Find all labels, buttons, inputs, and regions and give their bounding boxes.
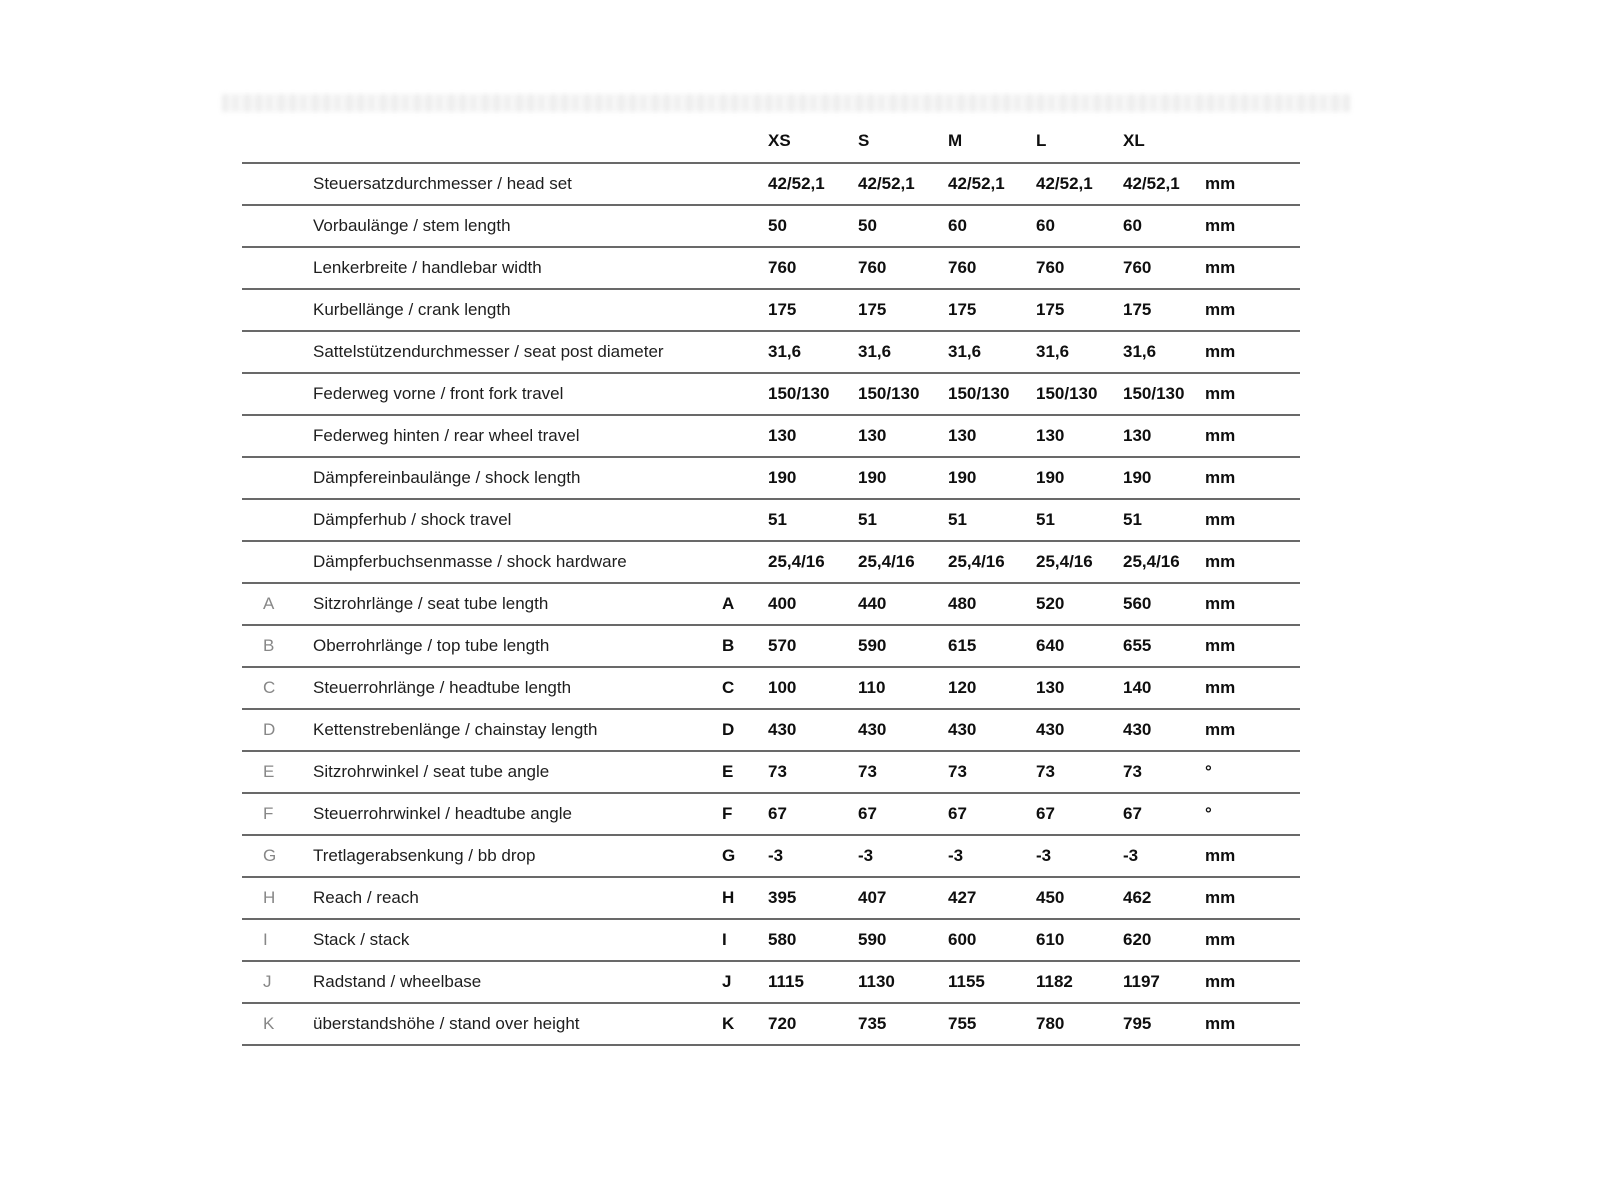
spec-row [242, 498, 1300, 540]
row-value-xs: 73 [768, 762, 787, 781]
spec-row [242, 330, 1300, 372]
row-value-xs: -3 [768, 846, 784, 865]
row-value-l: 73 [1036, 762, 1055, 781]
row-value-l: 67 [1036, 804, 1055, 823]
spec-row [242, 162, 1300, 204]
row-value-s: -3 [858, 846, 874, 865]
row-letter-key-left: D [263, 720, 276, 739]
size-header-xs: XS [768, 131, 791, 150]
row-value-l: 640 [1036, 636, 1065, 655]
row-value-m: 25,4/16 [948, 552, 1005, 571]
size-header-m: M [948, 131, 963, 150]
row-label: Dämpferbuchsenmasse / shock hardware [313, 552, 627, 571]
geometry-spec-table [242, 120, 1300, 1046]
row-label: Lenkerbreite / handlebar width [313, 258, 542, 277]
row-value-xl: -3 [1123, 846, 1139, 865]
row-value-xl: 42/52,1 [1123, 174, 1180, 193]
row-value-s: 42/52,1 [858, 174, 915, 193]
spec-row [242, 456, 1300, 498]
row-value-xs: 720 [768, 1014, 797, 1033]
row-value-m: 760 [948, 258, 977, 277]
row-value-l: 130 [1036, 426, 1065, 445]
row-value-s: 1130 [858, 972, 895, 991]
row-value-xl: 560 [1123, 594, 1152, 613]
row-letter-key-inner: H [722, 888, 735, 907]
row-value-l: 51 [1036, 510, 1055, 529]
row-unit: mm [1205, 678, 1236, 697]
row-value-s: 73 [858, 762, 877, 781]
row-value-l: 60 [1036, 216, 1055, 235]
row-value-s: 50 [858, 216, 877, 235]
row-letter-key-left: E [263, 762, 275, 781]
spec-row [242, 288, 1300, 330]
row-value-m: 60 [948, 216, 967, 235]
spec-row [242, 414, 1300, 456]
row-value-xs: 100 [768, 678, 797, 697]
row-value-xs: 25,4/16 [768, 552, 825, 571]
row-value-s: 760 [858, 258, 887, 277]
row-unit: mm [1205, 930, 1236, 949]
row-value-xs: 150/130 [768, 384, 830, 403]
row-value-m: 175 [948, 300, 977, 319]
row-label: Federweg vorne / front fork travel [313, 384, 564, 403]
row-unit: mm [1205, 888, 1236, 907]
row-value-l: 1182 [1036, 972, 1073, 991]
row-value-xs: 50 [768, 216, 787, 235]
row-value-m: 600 [948, 930, 977, 949]
row-letter-key-left: K [263, 1014, 275, 1033]
row-value-m: 31,6 [948, 342, 982, 361]
row-label: Stack / stack [313, 930, 410, 949]
row-label: Sitzrohrwinkel / seat tube angle [313, 762, 550, 781]
row-label: überstandshöhe / stand over height [313, 1014, 580, 1033]
row-value-l: 31,6 [1036, 342, 1070, 361]
row-value-m: 67 [948, 804, 967, 823]
spec-row [242, 372, 1300, 414]
row-unit: mm [1205, 258, 1236, 277]
spec-row [242, 792, 1300, 834]
row-value-s: 25,4/16 [858, 552, 915, 571]
row-letter-key-left: J [263, 972, 272, 991]
size-header-s: S [858, 131, 870, 150]
row-label: Steuersatzdurchmesser / head set [313, 174, 572, 193]
row-value-s: 590 [858, 636, 887, 655]
row-value-xl: 130 [1123, 426, 1152, 445]
row-letter-key-left: F [263, 804, 274, 823]
row-value-xs: 130 [768, 426, 797, 445]
row-value-xl: 175 [1123, 300, 1152, 319]
row-letter-key-inner: E [722, 762, 734, 781]
row-value-m: 615 [948, 636, 977, 655]
row-value-s: 67 [858, 804, 877, 823]
row-value-xl: 620 [1123, 930, 1152, 949]
spec-row [242, 204, 1300, 246]
row-value-xs: 570 [768, 636, 797, 655]
row-letter-key-left: I [263, 930, 268, 949]
row-value-xs: 51 [768, 510, 787, 529]
row-value-s: 110 [858, 678, 886, 697]
spec-row [242, 918, 1300, 960]
row-letter-key-left: B [263, 636, 275, 655]
row-unit: mm [1205, 426, 1236, 445]
row-unit: mm [1205, 510, 1236, 529]
spec-row [242, 540, 1300, 582]
row-value-xl: 60 [1123, 216, 1142, 235]
row-unit: mm [1205, 636, 1236, 655]
row-label: Federweg hinten / rear wheel travel [313, 426, 580, 445]
row-value-xs: 42/52,1 [768, 174, 825, 193]
row-label: Vorbaulänge / stem length [313, 216, 511, 235]
row-value-m: 73 [948, 762, 967, 781]
row-value-s: 590 [858, 930, 887, 949]
row-value-xl: 140 [1123, 678, 1152, 697]
row-value-l: 42/52,1 [1036, 174, 1093, 193]
row-value-xl: 655 [1123, 636, 1152, 655]
row-value-s: 175 [858, 300, 887, 319]
row-unit: mm [1205, 468, 1236, 487]
row-letter-key-inner: J [722, 972, 732, 991]
row-value-xl: 190 [1123, 468, 1152, 487]
row-value-s: 130 [858, 426, 887, 445]
row-value-xs: 400 [768, 594, 797, 613]
row-letter-key-inner: C [722, 678, 735, 697]
row-value-l: 610 [1036, 930, 1065, 949]
spec-row [242, 750, 1300, 792]
size-header-xl: XL [1123, 131, 1145, 150]
row-value-xl: 51 [1123, 510, 1142, 529]
row-value-s: 150/130 [858, 384, 920, 403]
row-letter-key-inner: B [722, 636, 735, 655]
row-value-m: 430 [948, 720, 977, 739]
size-header-l: L [1036, 131, 1047, 150]
row-label: Oberrohrlänge / top tube length [313, 636, 550, 655]
row-value-l: 25,4/16 [1036, 552, 1093, 571]
row-value-xl: 430 [1123, 720, 1152, 739]
row-unit: mm [1205, 846, 1236, 865]
row-letter-key-left: A [263, 594, 275, 613]
row-label: Sattelstützendurchmesser / seat post diameter [313, 342, 664, 361]
row-value-xl: 760 [1123, 258, 1152, 277]
row-value-s: 440 [858, 594, 887, 613]
row-value-m: 1155 [948, 972, 985, 991]
row-label: Dämpferhub / shock travel [313, 510, 512, 529]
row-value-l: 520 [1036, 594, 1065, 613]
blurred-text-band [222, 94, 1350, 112]
row-value-xs: 67 [768, 804, 787, 823]
row-label: Tretlagerabsenkung / bb drop [313, 846, 536, 865]
row-label: Sitzrohrlänge / seat tube length [313, 594, 549, 613]
row-letter-key-left: H [263, 888, 276, 907]
row-letter-key-inner: K [722, 1014, 735, 1033]
row-value-s: 31,6 [858, 342, 892, 361]
row-unit: ° [1205, 804, 1212, 823]
row-value-m: 755 [948, 1014, 977, 1033]
row-value-l: 780 [1036, 1014, 1065, 1033]
row-value-m: 427 [948, 888, 977, 907]
row-value-m: 51 [948, 510, 967, 529]
row-value-xs: 190 [768, 468, 797, 487]
row-value-m: 130 [948, 426, 977, 445]
spec-row [242, 708, 1300, 750]
row-value-l: 450 [1036, 888, 1065, 907]
row-letter-key-inner: I [722, 930, 727, 949]
row-value-xs: 395 [768, 888, 797, 907]
row-letter-key-inner: G [722, 846, 736, 865]
row-value-xs: 430 [768, 720, 797, 739]
row-value-xl: 25,4/16 [1123, 552, 1180, 571]
row-value-xl: 150/130 [1123, 384, 1185, 403]
row-letter-key-left: C [263, 678, 276, 697]
row-value-m: 480 [948, 594, 977, 613]
spec-row [242, 246, 1300, 288]
row-value-l: -3 [1036, 846, 1052, 865]
row-value-l: 190 [1036, 468, 1065, 487]
row-value-xs: 580 [768, 930, 797, 949]
row-unit: mm [1205, 216, 1236, 235]
spec-row [242, 960, 1300, 1002]
row-value-xl: 795 [1123, 1014, 1152, 1033]
row-unit: mm [1205, 720, 1236, 739]
row-unit: mm [1205, 594, 1236, 613]
row-value-s: 51 [858, 510, 877, 529]
row-unit: mm [1205, 972, 1236, 991]
spec-row [242, 1002, 1300, 1044]
row-label: Steuerrohrlänge / headtube length [313, 678, 572, 697]
row-unit: ° [1205, 762, 1212, 781]
row-value-m: 190 [948, 468, 977, 487]
row-value-s: 190 [858, 468, 887, 487]
row-unit: mm [1205, 384, 1236, 403]
row-value-xs: 175 [768, 300, 797, 319]
row-value-m: -3 [948, 846, 964, 865]
row-unit: mm [1205, 300, 1236, 319]
row-label: Radstand / wheelbase [313, 972, 482, 991]
row-value-l: 760 [1036, 258, 1065, 277]
row-value-m: 150/130 [948, 384, 1010, 403]
row-label: Steuerrohrwinkel / headtube angle [313, 804, 572, 823]
row-value-xl: 1197 [1123, 972, 1160, 991]
row-unit: mm [1205, 174, 1236, 193]
row-value-xl: 67 [1123, 804, 1142, 823]
row-letter-key-inner: D [722, 720, 735, 739]
spec-row [242, 666, 1300, 708]
row-value-xs: 31,6 [768, 342, 802, 361]
row-value-l: 175 [1036, 300, 1065, 319]
row-value-xl: 31,6 [1123, 342, 1157, 361]
row-value-l: 130 [1036, 678, 1065, 697]
row-label: Kettenstrebenlänge / chainstay length [313, 720, 598, 739]
spec-row [242, 624, 1300, 666]
size-header-row [242, 120, 1300, 162]
row-value-xs: 1115 [768, 972, 804, 991]
row-letter-key-left: G [263, 846, 277, 865]
row-value-xl: 73 [1123, 762, 1142, 781]
row-value-xs: 760 [768, 258, 797, 277]
row-label: Kurbellänge / crank length [313, 300, 511, 319]
row-letter-key-inner: A [722, 594, 735, 613]
row-value-l: 430 [1036, 720, 1065, 739]
row-value-s: 407 [858, 888, 887, 907]
row-unit: mm [1205, 1014, 1236, 1033]
row-label: Reach / reach [313, 888, 419, 907]
row-value-l: 150/130 [1036, 384, 1098, 403]
row-value-xl: 462 [1123, 888, 1152, 907]
row-value-m: 42/52,1 [948, 174, 1005, 193]
spec-row [242, 834, 1300, 876]
spec-row [242, 876, 1300, 918]
row-value-s: 430 [858, 720, 887, 739]
row-unit: mm [1205, 342, 1236, 361]
spec-row [242, 582, 1300, 624]
row-letter-key-inner: F [722, 804, 733, 823]
row-value-m: 120 [948, 678, 977, 697]
row-unit: mm [1205, 552, 1236, 571]
row-label: Dämpfereinbaulänge / shock length [313, 468, 581, 487]
row-value-s: 735 [858, 1014, 887, 1033]
